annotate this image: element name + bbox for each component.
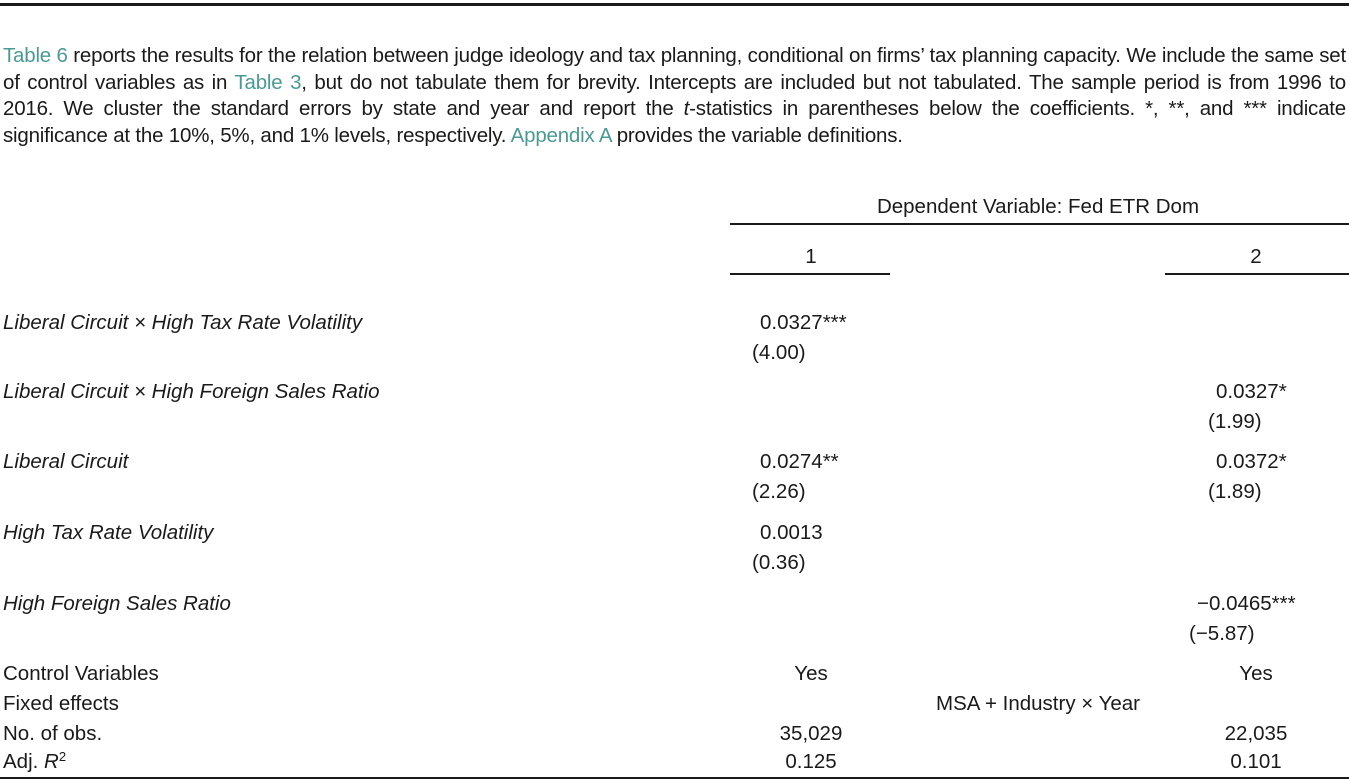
column-2-rule xyxy=(1165,273,1349,275)
caption-text: provides the variable definitions. xyxy=(611,123,903,147)
row-label: Liberal Circuit xyxy=(3,450,129,473)
row-label xyxy=(3,750,66,774)
row-label: Fixed effects xyxy=(3,692,119,715)
r2-r: R xyxy=(44,750,59,773)
t-stat-col1: (2.26) xyxy=(752,480,806,503)
cell: Yes xyxy=(794,662,828,685)
cell: 0.125 xyxy=(785,750,837,773)
coefficient-col2: −0.0465*** xyxy=(1197,592,1296,615)
column-header-2: 2 xyxy=(1250,245,1262,268)
link-appendix-a[interactable]: Appendix A xyxy=(510,123,612,147)
coefficient-col2: 0.0327* xyxy=(1216,380,1287,403)
row-label: High Foreign Sales Ratio xyxy=(3,592,231,615)
r2-prefix: Adj. xyxy=(3,750,45,773)
cell: 0.101 xyxy=(1230,750,1282,773)
link-table-6[interactable]: Table 6 xyxy=(3,44,68,67)
caption-text: reports the results for the relation between judge ideology and tax planning, conditional on firms’ tax planning capacity. We include the same set of control variables as in xyxy=(3,44,1346,94)
row-label: High Tax Rate Volatility xyxy=(3,521,214,544)
t-stat-col1: (0.36) xyxy=(752,551,806,574)
column-1-rule xyxy=(730,273,890,275)
t-stat-col2: (1.89) xyxy=(1208,480,1262,503)
header-rule xyxy=(730,223,1349,225)
row-label: No. of obs. xyxy=(3,722,103,745)
row-label: Control Variables xyxy=(3,662,159,685)
row-label: Liberal Circuit × High Tax Rate Volatility xyxy=(3,311,363,334)
coefficient-col2: 0.0372* xyxy=(1216,450,1287,473)
cell: MSA + Industry × Year xyxy=(936,692,1140,715)
cell: 22,035 xyxy=(1224,722,1288,745)
coefficient-col1: 0.0274** xyxy=(760,450,839,473)
cell: 35,029 xyxy=(779,722,843,745)
coefficient-col1: 0.0327*** xyxy=(760,311,847,334)
cell: Yes xyxy=(1239,662,1273,685)
top-rule xyxy=(0,3,1349,6)
t-stat-col2: (−5.87) xyxy=(1189,622,1255,645)
dependent-variable-header: Dependent Variable: Fed ETR Dom xyxy=(876,195,1200,218)
caption-text: -statistics in parentheses below the coefficients. *, **, and *** indicate significance at the 10%, 5%, and 1% levels, respectively. xyxy=(3,97,1346,147)
column-header-1: 1 xyxy=(805,245,817,268)
caption-t: t xyxy=(683,97,690,121)
coefficient-col1: 0.0013 xyxy=(760,521,823,544)
row-label: Liberal Circuit × High Foreign Sales Ratio xyxy=(3,380,380,403)
r2-sup: 2 xyxy=(58,749,67,764)
bottom-rule xyxy=(0,777,1349,779)
t-stat-col1: (4.00) xyxy=(752,341,806,364)
t-stat-col2: (1.99) xyxy=(1208,410,1262,433)
table-caption xyxy=(3,43,1346,149)
link-table-3[interactable]: Table 3 xyxy=(234,70,302,94)
caption-text: , but do not tabulate them for brevity. Intercepts are included but not tabulated. The sample period is from 1996 to 2016. We cluster the standard errors by state and year and report the xyxy=(3,70,1346,121)
